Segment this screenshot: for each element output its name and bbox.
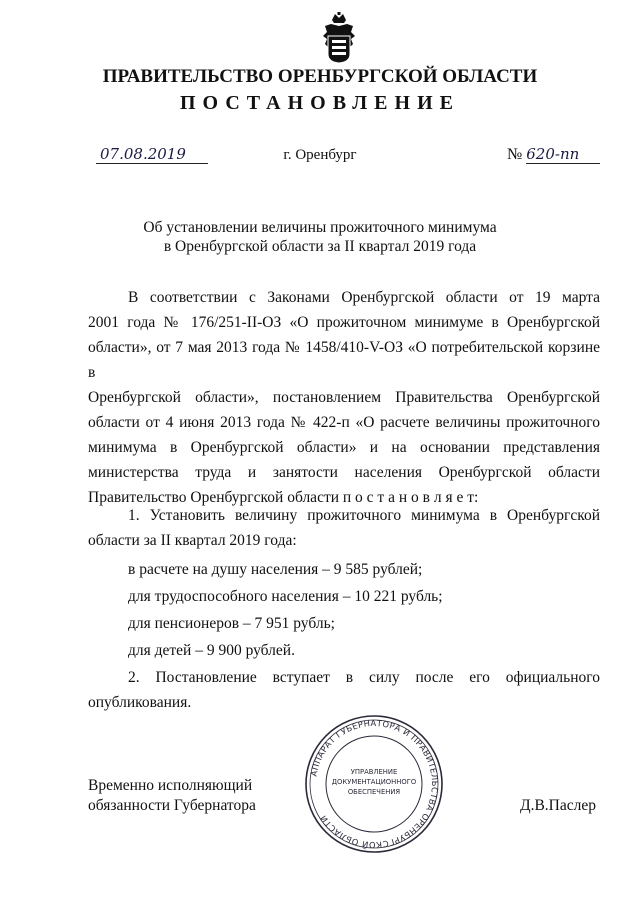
document-type: ПОСТАНОВЛЕНИЕ [180,92,460,114]
subject-line: в Оренбургской области за II квартал 2019 года [163,238,477,255]
list-item: для трудоспособного населения – 10 221 рубль; [128,588,443,605]
official-seal-stamp [303,713,445,855]
document-date: 07.08.2019 [96,145,208,164]
clause-1-paragraph [88,503,600,553]
paragraph-line: 1. Установить величину прожиточного минимума в Оренбургской [128,507,600,524]
clause-2-paragraph [88,665,600,715]
paragraph-line: области за II квартал 2019 года: [88,532,297,549]
seal-inner-line: УПРАВЛЕНИЕ [350,768,398,776]
signer-position [88,776,256,816]
paragraph-line: области», от 7 мая 2013 года № 1458/410-V-ОЗ «О потребительской корзине в [88,339,600,381]
seal-inner-line: ДОКУМЕНТАЦИОННОГО [331,778,417,786]
document-subject [0,218,640,256]
seal-outer-text: АППАРАТ ГУБЕРНАТОРА И ПРАВИТЕЛЬСТВА ОРЕНБУРГСКОЙ ОБЛАСТИ [308,717,441,851]
paragraph-line: минимума в Оренбургской области» и на основании представления [88,439,600,456]
preamble-paragraph [88,285,600,510]
paragraph-line: министерства труда и занятости населения Оренбургской области [88,464,600,481]
list-item: в расчете на душу населения – 9 585 рублей; [128,561,423,578]
paragraph-line: области от 4 июня 2013 года № 422-п «О расчете величины прожиточного [88,414,600,431]
paragraph-line: Оренбургской области», постановлением Правительства Оренбургской [88,389,600,406]
signer-position-line: Временно исполняющий [88,777,253,794]
seal-inner-line: ОБЕСПЕЧЕНИЯ [347,788,401,796]
number-label: № [507,146,523,163]
number-value: 620-пп [526,145,600,164]
signer-position-line: обязанности Губернатора [88,797,256,814]
document-city: г. Оренбург [283,147,357,163]
coat-of-arms-icon [322,12,356,64]
paragraph-line: В соответствии с Законами Оренбургской области от 19 марта [128,289,600,306]
signer-name: Д.В.Паслер [520,797,596,814]
paragraph-line: 2. Постановление вступает в силу после его официального [128,669,600,686]
paragraph-line: опубликования. [88,694,192,711]
list-item: для детей – 9 900 рублей. [128,642,295,659]
government-title: ПРАВИТЕЛЬСТВО ОРЕНБУРГСКОЙ ОБЛАСТИ [102,66,538,87]
paragraph-line: Правительство Оренбургской области п о с т а н о в л я е т: [88,489,479,506]
subject-line: Об установлении величины прожиточного минимума [143,219,497,236]
document-number [507,145,600,164]
list-item: для пенсионеров – 7 951 рубль; [128,615,335,632]
paragraph-line: 2001 года № 176/251-II-ОЗ «О прожиточном минимуме в Оренбургской [88,314,600,331]
